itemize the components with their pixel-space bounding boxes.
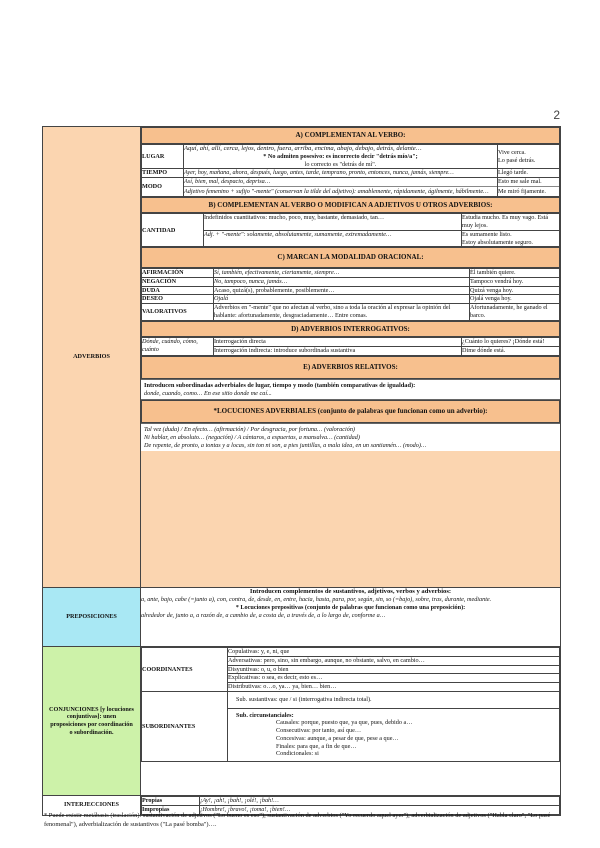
duda-text: Acaso, quizá(s), probablemente, posiblemente… [214,286,470,295]
preposiciones-label: PREPOSICIONES [43,588,141,647]
duda-example: Quizá venga hoy. [470,286,560,295]
relativos-text: Introducen subordinadas adverbiales de lugar, tiempo y modo (también comparativas de igualdad): [144,381,416,389]
relativos-block [141,379,560,401]
locuciones-adverbiales-title: *LOCUCIONES ADVERBIALES (conjunto de palabras que funcionan como un adverbio): [141,400,560,423]
causales: Causales: porque, puesto que, ya que, pues, debido a… [276,719,413,727]
locuciones-adverbiales-block [141,423,560,451]
grammar-table [42,126,561,816]
interrogacion-indirecta-example: Dime dónde está. [462,347,560,356]
modo-label: MODO [142,178,184,197]
locuciones-prepositivas-title: * Locuciones prepositivas (conjunto de palabras que funcionan como una preposición): [235,603,466,611]
deseo-example: Ojalá venga hoy. [470,295,560,304]
afirmacion-text: Sí, también, efectivamente, ciertamente, siempre… [214,269,470,278]
impropias-examples: ¡Hombre!, ¡bravo!, ¡toma!, ¡bien!… [200,805,560,814]
negacion-example: Tampoco vendrá hoy. [470,277,560,286]
sub-circunstanciales-title: Sub. circunstanciales: [236,711,294,719]
negacion-label: NEGACIÓN [142,277,214,286]
lugar-text: Aquí, ahí, allí, cerca, lejos, dentro, fuera, arriba, encima, abajo, debajo, detrás, delante… [184,144,422,152]
cantidad-example-2: Es sumamente listo. [462,230,512,238]
interjecciones-label: INTERJECCIONES [43,796,141,816]
disyuntivas: Disyuntivas: o, u, o bien [228,665,560,674]
section-c-title: C) MARCAN LA MODALIDAD ORACIONAL: [141,247,560,268]
modo-content [184,178,498,197]
deseo-label: DESEO [142,295,214,304]
lugar-examples [498,144,560,169]
lugar-note2: lo correcto es "detrás de mí". [304,160,377,168]
propias-examples: ¡Ay!, ¡ah!, ¡bah!, ¡olé!, ¡bah!… [200,797,560,806]
conjunciones-content [141,647,561,796]
duda-label: DUDA [142,286,214,295]
section-a-table [141,144,560,197]
lugar-note1: * No admiten posesivo: es incorrecto decir "detrás mío/a"; [263,152,418,160]
lugar-example-1: Vive cerca. [498,148,526,156]
modo-text-2: Adjetivo femenino + sufijo "-mente" (conservan la tilde del adjetivo): amablemente, rápidamente, ágilmente, hábilmente… [184,186,497,196]
coordinantes-label: COORDINANTES [142,648,228,692]
section-a-title: A) COMPLEMENTAN AL VERBO: [141,127,560,144]
propias-label: Propias [142,797,200,806]
interrogacion-directa: Interrogación directa [214,338,462,347]
negacion-text: No, tampoco, nunca, jamás… [214,277,470,286]
section-d-table [141,337,560,356]
afirmacion-example: Él también quiere. [470,269,560,278]
adverbios-content [141,127,561,588]
deseo-text: Ojalá [214,295,470,304]
explicativas: Explicativas: o sea, es decir, esto es… [228,674,560,683]
concesivas: Concesivas: aunque, a pesar de que, pese a que… [276,734,399,742]
locuciones-prepositivas-list: alrededor de, junto a, a razón de, a cambio de, a costa de, a través de, a lo largo de, conforme a… [141,611,386,619]
valorativos-example: Afortunadamente, he ganado el barco. [470,304,560,321]
locuciones-line-1: Tal vez (duda) / En efecto… (afirmación) / Por desgracia, por fortuna… (valoración) [144,426,355,434]
section-d-title: D) ADVERBIOS INTERROGATIVOS: [141,321,560,338]
conjunciones-label: CONJUNCIONES [y locuciones conjuntivas]: unen proposiciones por coordinación o subordinación. [43,647,141,796]
sub-circunstanciales-block [228,708,560,762]
preposiciones-text-1: Introducen complementos de sustantivos, adjetivos, verbos y adverbios: [249,588,452,595]
consecutivas: Consecutivas: por tanto, así que… [276,727,362,734]
distributivas: Distributivas: o…o, ya… ya, bien… bien… [228,683,560,692]
preposiciones-content [141,588,561,647]
adverbios-label: ADVERBIOS [43,127,141,588]
valorativos-text: Adverbios en "-mente" que no afectan al verbo, sino a toda la oración al expresar la opinión del hablante: afortunadamente, desgraciadamente… Entre comas. [214,304,470,321]
section-e-title: E) ADVERBIOS RELATIVOS: [141,356,560,379]
modo-example-1: Esto me sale mal. [498,178,542,186]
cantidad-text-1: Indefinidos cuantitativos: mucho, poco, muy, bastante, demasiado, tan… [204,214,462,231]
interrogacion-directa-example: ¿Cuánto lo quieres? ¡Dónde está! [462,338,560,347]
preposiciones-list: a, ante, bajo, cabe (=junto a), con, contra, de, desde, en, entre, hacia, hasta, para, por, según, sin, so (=bajo), sobre, tras, durante, mediante. [141,596,492,604]
tiempo-text: Ayer, hoy, mañana, ahora, después, luego, antes, tarde, temprano, pronto, entonces, nunca, jamás, siempre… [184,169,498,178]
modo-example-2: Me miró fijamente. [498,186,559,196]
subordinantes-label: SUBORDINANTES [142,691,228,761]
section-b-title: B) COMPLEMENTAN AL VERBO O MODIFICAN A ADJETIVOS U OTROS ADVERBIOS: [141,197,560,214]
tiempo-example: Llegó tarde. [498,169,560,178]
modo-examples [498,178,560,197]
cantidad-example-1: Estudia mucho. Es muy vago. Está muy lejos. [462,214,560,231]
conjunciones-table [141,647,560,762]
cantidad-examples-2 [462,230,560,247]
impropias-label: Impropias [142,805,200,814]
section-c-table [141,268,560,321]
interrogativos-list: Dónde, cuándo, cómo, cuánto [142,338,214,356]
locuciones-line-3: De repente, de pronto, a tontas y a locas, sin ton ni son, a pies juntillas, a mala idea, en un santiamén… (modo)… [144,441,427,449]
finales: Finales: para que, a fin de que… [276,742,357,750]
cantidad-example-3: Estoy absolutamente seguro. [462,238,533,246]
interrogacion-indirecta: Interrogación indirecta: introduce subordinada sustantiva [214,347,462,356]
modo-text-1: Así, bien, mal, despacio, deprisa… [184,178,271,186]
relativos-example: donde, cuando, como… En ese sitio donde me caí... [144,389,272,397]
tiempo-label: TIEMPO [142,169,184,178]
cantidad-label: CANTIDAD [142,214,204,247]
sub-sustantivas: Sub. sustantivas: que / si (interrogativa indirecta total). [228,691,560,708]
section-b-table [141,213,560,247]
lugar-content [184,144,498,169]
page-number: 2 [553,108,560,122]
afirmacion-label: AFIRMACIÓN [142,269,214,278]
footnote: * Puede existir metábasis (traslación): sustantivación de adjetivos ("Lo bueno es eso"), sustantivación de adverbios ("Yo recuerdo aquel ayer"), adverbialización de adjetivos ("Habla claro", "Lo pasé fenomenal"), adverbialización de sustantivos ("La pasé bomba")…. [44,812,551,828]
copulativas: Copulativas: y, e, ni, que [228,648,560,657]
locuciones-line-2: Ni hablar, en absoluto… (negación) / A cántaros, a espuertas, a mansalva… (cantidad) [144,433,360,441]
lugar-example-2: Lo pasé detrás. [498,156,536,164]
lugar-label: LUGAR [142,144,184,169]
adversativas: Adversativas: pero, sino, sin embargo, aunque, no obstante, salvo, en cambio… [228,656,560,665]
condicionales: Condicionales: si [276,750,319,758]
cantidad-text-2: Adj. + "-mente": solamente, absolutamente, sumamente, extremadamente… [204,230,462,247]
valorativos-label: VALORATIVOS [142,304,214,321]
